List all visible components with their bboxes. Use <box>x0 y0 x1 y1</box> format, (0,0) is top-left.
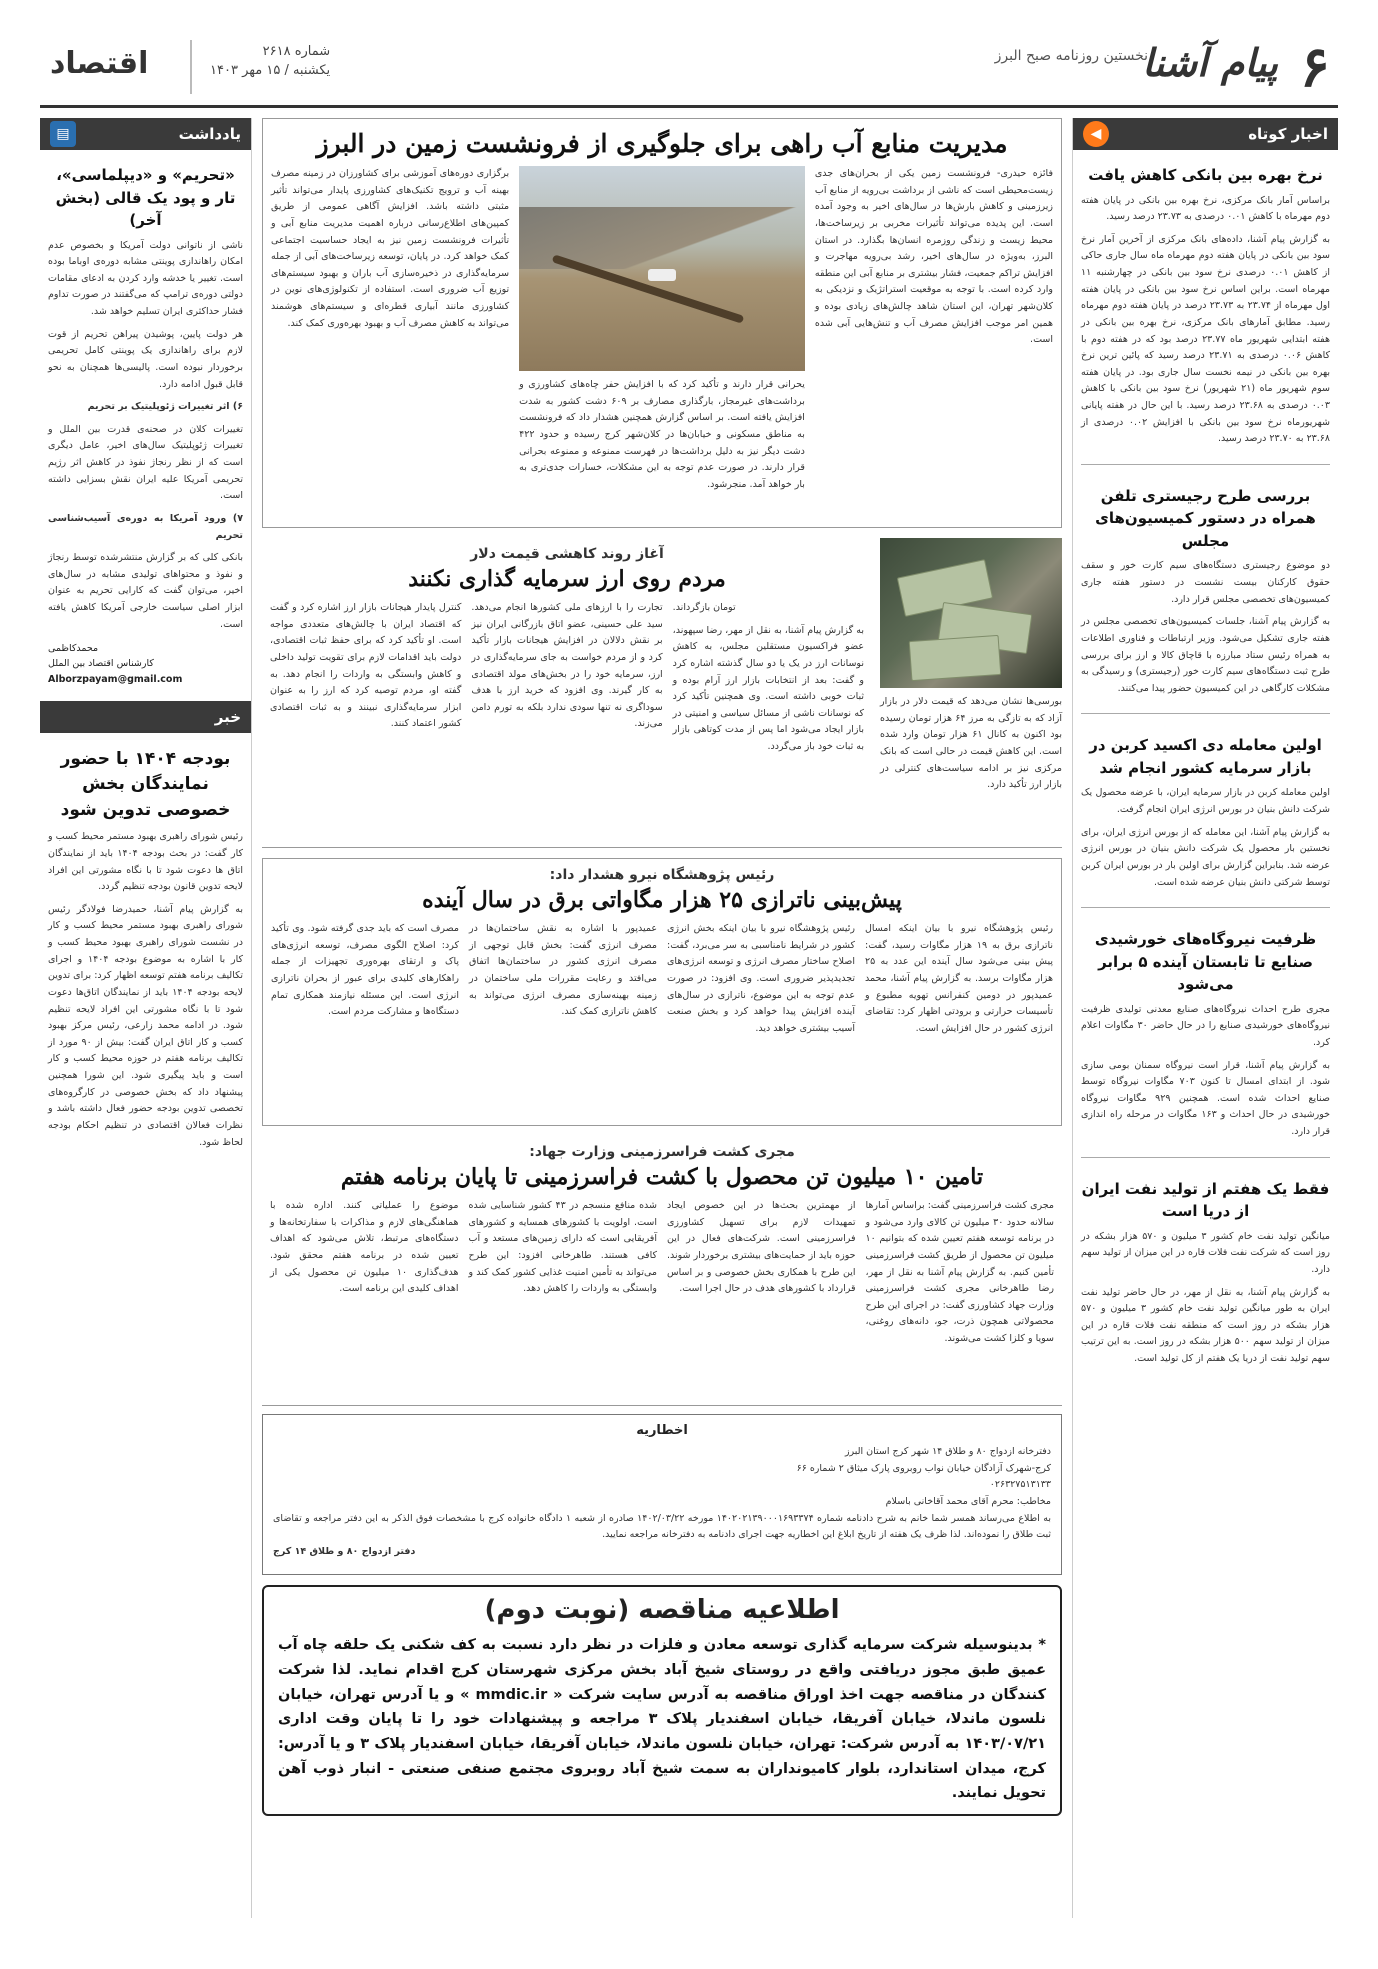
dollar-story-col: به گزارش پیام آشنا، به نقل از مهر، رضا سپهوند، عضو فراکسیون مستقلین مجلس، به کاهش نوسانات ارز در یک یا دو سال گذشته اشاره کرد و گفت: بعد از انتخابات بازار ارز آرام بوده و ثبات خوبی داشته است. وی همچنین تأکید کرد که نوسانات ناشی از مسائل سیاسی و امنیتی در بازار ایجاد می‌شود اما پس از مدت کوتاهی بازار به ثبات خود باز می‌گردد. <box>672 624 864 752</box>
short-news-header <box>1073 118 1338 150</box>
main-column <box>262 118 1062 1918</box>
page-number: ۶ <box>1299 34 1330 100</box>
farm-story-col: از مهمترین بحث‌ها در این خصوص ایجاد تمهیدات لازم برای تسهیل کشاورزی فراسرزمینی است. شرکت‌های فعال در این حوزه باید از حمایت‌های بیشتری برخوردار شوند. این طرح با همکاری بخش خصوصی و بر اساس قرارداد با کشورهای هدف در حال اجرا است. <box>667 1200 856 1295</box>
legal-notice <box>262 1414 1062 1575</box>
divider <box>1081 464 1330 465</box>
short-news-item <box>1073 1164 1338 1378</box>
issue-info <box>210 44 330 82</box>
electricity-story <box>262 858 1062 1126</box>
short-news-lead: دو موضوع رجیستری دستگاه‌های سیم کارت خور و سقف حقوق کارکنان بیست نشست در دستور هفته جاری کمیسیون‌های تخصصی مجلس قرار دارد. <box>1081 560 1330 605</box>
issue-date: یکشنبه / ۱۵ مهر ۱۴۰۳ <box>210 63 331 78</box>
news-body: به گزارش پیام آشنا، حمیدرضا فولادگر رئیس شورای راهبری بهبود مستمر محیط کسب و کار در نشست شورای راهبری بهبود محیط کسب و کار با اشاره به موضوع بودجه ۱۴۰۴ و اجرای تکالیف برنامه هفتم توسعه اظهار کرد: برای تدوین لایحه بودجه ۱۴۰۴ باید از نمایندگان اتاق‌ها دعوت شود تا با نگاه مشورتی این افراد لایحه تنظیم شود. در ادامه محمد زارعی، رئیس مرکز بهبود کسب و کار اتاق ایران گفت: بیش از ۹۰ مورد از تکالیف برنامه هفتم در حوزه محیط کسب و کار است و باید پیگیری شود. این شورا همچنین پیشنهاد داد که بخش خصوصی در کارگروه‌های تخصصی تدوین بودجه حضور فعال داشته باشد و نظرات فعالان اقتصادی در تنظیم احکام بودجه لحاظ شود. <box>48 903 243 1148</box>
legal-notice-line: مخاطب: محرم آقای محمد آقاخانی باسلام <box>885 1495 1051 1507</box>
dollar-story-kicker: آغاز روند کاهشی قیمت دلار <box>470 546 664 562</box>
short-news-body: به گزارش پیام آشنا، داده‌های بانک مرکزی از آخرین آمار نرخ سود بین بانکی در پایان هفته دوم مهرماه ماه سال جاری حاکی از کاهش ۰.۰۱ درصدی نرخ سود بین بانکی در چهارشنبه ۱۱ مهرماه است. براین اساس نرخ سود بین بانکی در پایان هفته اول مهرماه از ۲۳.۷۴ به ۲۳.۷۳ درصد در پایان هفته دوم مهرماه رسید. مطابق آمارهای بانک مرکزی، نرخ بهره بین بانکی در هفته ابتدایی شهریور ماه ۲۳.۷۷ درصد بود که در هفته دوم با کاهش ۰.۰۶ درصدی به ۲۳.۷۱ درصد رسید که پائین ترین نرخ بهره بین بانکی در نیمه نخست سال جاری بود. در پایان هفته سوم شهریور ماه (۲۱ شهریور) نرخ سود بین بانکی با کاهش ۰.۰۳ درصدی به ۲۳.۶۸ درصد رسید. با این حال در هفته پایانی شهریورماه نرخ سود بین بانکی با افزایش ۰.۰۲ درصدی از ۲۳.۶۸ به ۲۳.۷۰ درصد رسید. <box>1081 233 1331 445</box>
masthead <box>40 30 1338 108</box>
megaphone-icon: ◀ <box>1083 121 1109 147</box>
short-news-item <box>1073 914 1338 1151</box>
legal-notice-body: به اطلاع می‌رساند همسر شما خانم به شرح دادنامه شماره ۱۴۰۲۰۲۱۳۹۰۰۰۱۶۹۳۳۷۴ مورخه ۱۴۰۲/۰۳/۲۲ صادره از شعبه ۱ دادگاه خانواده کرج با مشخصات فوق الذکر به این دفتر مراجعه و تقاضای ثبت طلاق را نموده‌اند. لذا ظرف یک هفته از تاریخ ابلاغ این اخطاریه جهت اجرای دادنامه به دفترخانه مراجعه نمایید. <box>273 1512 1052 1541</box>
opinion-column <box>40 118 252 1918</box>
short-news-body: به گزارش پیام آشنا، جلسات کمیسیون‌های تخصصی مجلس در هفته جاری تشکیل می‌شود. وزیر ارتباطات و فناوری اطلاعات به همراه رئیس ستاد مبارزه با قاچاق کالا و ارز برای بررسی طرح ثبت دستگاه‌های سیم کارت خور (رجیستری) و رسیدگی به مشکلات کارگاهی در این کمیسیون حضور پیدا می‌کنند. <box>1081 616 1330 694</box>
author-block <box>48 641 243 687</box>
short-news-lead: براساس آمار بانک مرکزی، نرخ بهره بین بانکی در پایان هفته دوم مهرماه با کاهش ۰.۰۱ درصدی به ۲۳.۷۳ درصد رسید. <box>1081 194 1330 223</box>
electricity-story-col: مصرف است که باید جدی گرفته شود. وی تأکید کرد: اصلاح الگوی مصرف، توسعه انرژی‌های پاک و ارتقای بهره‌وری تجهیزات از جمله راهکارهای کلیدی برای عبور از بحران ناترازی انرژی است. این مسئله نیازمند همکاری تمام دستگاه‌ها و مشارکت مردم است. <box>271 923 459 1018</box>
opinion-paragraph: هر دولت پایین، پوشیدن پیراهن تحریم از قوت لازم برای راهاندازی یک پوینتی کامل تحریمی برخوردار نبوده است. پالیسی‌ها همچنان به نحو قابل قبول ادامه دارد. <box>48 328 243 390</box>
divider <box>1081 1157 1330 1158</box>
author-role: کارشناس اقتصاد بین الملل <box>48 658 154 670</box>
lead-story-col: یحرانی قرار دارند و تأکید کرد که با افزایش حفر چاه‌های کشاورزی و برداشت‌های غیرمجاز، بارگذاری مصارف بر ۶۰۹ دشت کشور به شدت افزایش یافته است. بر اساس گزارش همچنین هشدار داد که فرونشست به مناطق مسکونی و خیابان‌ها در کلان‌شهر کرج رسیده و حدود ۴۲۲ دشت دیگر نیز به دلیل برداشت‌ها در فهرست ممنوعه و ممنوعه بحرانی قرار دارند. در صورت عدم توجه به این مشکلات، خسارات جدی‌تری به بار خواهد آمد. منجرشود. <box>519 379 805 490</box>
dollar-story <box>262 538 1062 848</box>
dollar-story-col: بورسی‌ها نشان می‌دهد که قیمت دلار در بازار آزاد که به تازگی به مرز ۶۴ هزار تومان رسیده بود اکنون به کانال ۶۱ هزار تومان وارد شده است. این کاهش قیمت در حالی است که بانک مرکزی نیز بر ادامه سیاست‌های کنترلی در بازار ارز تأکید دارد. <box>880 696 1062 791</box>
issue-number: شماره ۲۶۱۸ <box>262 44 331 59</box>
section-name: اقتصاد <box>50 46 149 81</box>
short-news-title: فقط یک هفتم از تولید نفت ایران از دریا است <box>1081 1179 1330 1221</box>
photo-caption: تومان بازگرداند. <box>672 602 736 613</box>
short-news-label: اخبار کوتاه <box>1248 125 1328 143</box>
tender-notice <box>262 1585 1062 1815</box>
legal-notice-line: دفترخانه ازدواج ۸۰ و طلاق ۱۴ شهر کرج استان البرز <box>844 1446 1051 1457</box>
short-news-lead: اولین معامله کربن در بازار سرمایه ایران، با عرضه محصول یک شرکت دانش بنیان در بورس انرژی ایران انجام گرفت. <box>1081 787 1330 815</box>
short-news-column <box>1072 118 1338 1918</box>
short-news-title: ظرفیت نیروگاه‌های خورشیدی صنایع تا تابستان آینده ۵ برابر می‌شود <box>1094 930 1317 994</box>
masthead-divider <box>190 40 192 94</box>
tagline: نخستین روزنامه صبح البرز <box>994 48 1148 64</box>
lead-story-col: فائزه حیدری- فرونشست زمین یکی از بحران‌های جدی زیست‌محیطی است که ناشی از برداشت بی‌رویه از منابع آب زیرزمینی و کاهش بارش‌ها در سال‌های اخیر به وجود آمده است. این پدیده می‌تواند تأثیرات مخربی بر زیرساخت‌ها، محیط زیست و زندگی روزمره انسان‌ها بگذارد. در استان البرز، به‌ویژه در سال‌های اخیر، رشد بی‌رویه مهاجرت و افزایش تراکم جمعیت، فشار بیشتری بر منابع آبی این منطقه وارد کرده است. با توجه به موقعیت استراتژیک و نزدیکی به کلان‌شهر تهران، این استان شاهد چالش‌های زیادی بوده و همین امر موجب افزایش مصرف آب و تنش‌هایی آبی شده است. <box>814 168 1053 346</box>
electricity-story-col: عمیدپور با اشاره به نقش ساختمان‌ها در مصرف انرژی گفت: بخش قابل توجهی از مصرف انرژی کشور در ساختمان‌ها اتفاق می‌افتد و رعایت مقررات ملی ساختمان در زمینه بهینه‌سازی مصرف انرژی می‌تواند به کاهش ناترازی کمک کند. <box>469 923 657 1018</box>
legal-notice-signature: دفتر ازدواج ۸۰ و طلاق ۱۴ کرج <box>273 1545 416 1557</box>
news-article <box>40 733 251 1161</box>
farm-story-title: تامین ۱۰ میلیون تن محصول با کشت فراسرزمینی تا پایان برنامه هفتم <box>340 1164 984 1190</box>
author-name: محمدکاظمی <box>48 643 99 655</box>
news-header <box>40 701 251 733</box>
short-news-item <box>1073 471 1338 708</box>
farm-story-kicker: مجری کشت فراسرزمینی وزارت جهاد: <box>529 1144 795 1160</box>
opinion-subheading: ۷) ورود آمریکا به دوره‌ی آسیب‌شناسی تحریم <box>48 512 243 541</box>
farm-story-col: مجری کشت فراسرزمینی گفت: براساس آمارها سالانه حدود ۳۰ میلیون تن کالای وارد می‌شود و در برنامه توسعه هفتم تعیین شده که بتوانیم ۱۰ میلیون تن محصول از طریق کشت فراسرزمینی تأمین کنیم. به گزارش پیام آشنا به نقل از مهر، رضا طاهرخانی مجری کشت فراسرزمینی وزارت جهاد کشاورزی گفت: در اجرای این طرح محصولاتی همچون ذرت، جو، دانه‌های روغنی، سویا و کلزا کشت می‌شوند. <box>865 1200 1054 1344</box>
short-news-title: نرخ بهره بین بانکی کاهش یافت <box>1088 166 1323 184</box>
dollar-story-col: تجارت را با ارزهای ملی کشورها انجام می‌دهد. سید علی حسینی، عضو اتاق بازرگانی ایران نیز بر نقش دلالان در افزایش هیجانات بازار تأکید کرد و از مردم خواست به جای سرمایه‌گذاری در ارز، سرمایه خود را در بخش‌های مولد اقتصادی به کار گیرند. وی افزود که خرید ارز با هدف سوداگری نه تنها سودی ندارد بلکه به تورم دامن می‌زند. <box>471 602 663 730</box>
electricity-story-col: رئیس پژوهشگاه نیرو با بیان اینکه امسال ناترازی برق به ۱۹ هزار مگاوات رسید، گفت: پیش بینی می‌شود سال آینده این عدد به ۲۵ هزار مگاوات برسد. به گزارش پیام آشنا، محمد عمیدپور در دومین کنفرانس تهویه مطبوع و تأسیسات حرارتی و برودتی اظهار کرد: تقاضای انرژی کشور در حال افزایش است. <box>865 923 1053 1034</box>
dollar-story-title: مردم روی ارز سرمایه گذاری نکنند <box>408 566 726 592</box>
newspaper-logo: پیام آشنا <box>1142 40 1278 85</box>
short-news-title: اولین معامله دی اکسید کربن در بازار سرمایه کشور انجام شد <box>1089 736 1322 777</box>
farm-story-col: موضوع را عملیاتی کنند. اداره شده با هماهنگی‌های لازم و مذاکرات با سفارتخانه‌ها و دستگاه‌های مرتبط، تلاش می‌شود که اهداف تعیین شده در برنامه هفتم محقق شود. هدف‌گذاری ۱۰ میلیون تن محصول یکی از اهداف کلیدی این برنامه است. <box>270 1200 459 1295</box>
notepad-icon: ▤ <box>50 121 76 147</box>
electricity-story-title: پیش‌بینی ناترازی ۲۵ هزار مگاواتی برق در سال آینده <box>422 887 902 913</box>
tender-title: اطلاعیه مناقصه (نوبت دوم) <box>484 1595 840 1626</box>
legal-notice-title: اخطاریه <box>636 1423 688 1438</box>
opinion-paragraph: بانکی کلی که بر گزارش منتشرشده توسط رنجاژ و نفوذ و محتواهای تولیدی مشابه در سال‌های اخیر، می‌توان گفت که کارایی تحریم به عنوان ابزار اصلی سیاست خارجی آمریکا کاهش یافته است. <box>48 552 243 630</box>
legal-notice-line: ۰۲۶۳۲۷۵۱۳۱۳۳ <box>989 1479 1051 1491</box>
short-news-body: به گزارش پیام آشنا، این معامله که از بورس انرژی ایران، برای نخستین بار محصول یک شرکت دانش بنیان در بورس انرژی عرضه شد. بنابراین گزارش برای اولین بار در بورس ایران کربن توسط شرکتی دانش بنیان عرضه شده است. <box>1081 826 1330 888</box>
note-label: یادداشت <box>178 125 241 143</box>
tender-body: * بدینوسیله شرکت سرمایه گذاری توسعه معادن و فلزات در نظر دارد نسبت به کف شکنی یک حلقه چاه آب عمیق طبق مجوز دریافتی واقع در روستای شیخ آباد بخش مرکزی شهرستان کرج اقدام نماید. لذا شرکت کنندگان در مناقصه جهت اخذ اوراق مناقصه به آدرس سایت شرکت « mmdic.ir » و یا آدرس تهران، خیابان نلسون ماندلا، خیابان آفریقا، خیابان اسفندیار پلاک ۳ مراجعه و پیشنهادات خود را تا پایان وقت اداری ۱۴۰۳/۰۷/۲۱ به آدرس شرکت: تهران، خیابان نلسون ماندلا، خیابان آفریقا، خیابان اسفندیار پلاک ۳ و یا آدرس: کرج، میدان استاندارد، بلوار کامیونداران به سمت شیخ آباد روبروی مجتمع صنفی صنعتی - انبار ذوب آهن تحویل نمایند. <box>278 1637 1047 1802</box>
farm-story <box>262 1136 1062 1406</box>
short-news-body: به گزارش پیام آشنا، قرار است نیروگاه سمنان بومی سازی شود. از ابتدای امسال تا کنون ۷۰۳ مگاوات نیروگاه توسط صنایع احداث شده است. همچنین ۹۲۹ مگاوات نیروگاه خورشیدی در حال احداث و ۱۶۳ مگاوات در مرحله راه اندازی قرار دارد. <box>1081 1059 1330 1137</box>
land-subsidence-photo <box>519 166 805 371</box>
short-news-lead: مجری طرح احداث نیروگاه‌های صنایع معدنی تولیدی ظرفیت نیروگاه‌های خورشیدی صنایع را در حال حاضر ۳۰ مگاوات اعلام کرد. <box>1081 1003 1330 1048</box>
divider <box>1081 713 1330 714</box>
opinion-paragraph: تغییرات کلان در صحنه‌ی قدرت بین الملل و تغییرات ژئوپلیتیک سال‌های اخیر، عامل دیگری است که از نظر رنجاژ نفوذ در کاهش اثر رژیم تحریمی آمریکا علیه ایران نقش بسزایی داشته است. <box>48 423 243 502</box>
news-lead: رئیس شورای راهبری بهبود مستمر محیط کسب و کار گفت: در بحث بودجه ۱۴۰۴ باید از نمایندگان اتاق ها دعوت شود تا با نگاه مشورتی این افراد لایحه تدوین قانون بودجه تنظیم گردد. <box>48 831 243 893</box>
short-news-lead: میانگین تولید نفت خام کشور ۳ میلیون و ۵۷۰ هزار بشکه در روز است که شرکت نفت فلات قاره در این میزان از تولید سهم دارد. <box>1081 1230 1330 1275</box>
news-label: خبر <box>214 707 241 726</box>
lead-story-title: مدیریت منابع آب راهی برای جلوگیری از فرونشست زمین در البرز <box>316 129 1008 158</box>
author-email: Alborzpayam@gmail.com <box>48 673 183 685</box>
lead-story-col: برگزاری دوره‌های آموزشی برای کشاورزان در زمینه مصرف بهینه آب و ترویج تکنیک‌های کشاورزی پایدار می‌تواند تأثیر مثبتی داشته باشد. افزایش آگاهی عمومی از طریق کمپین‌های اطلاع‌رسانی درباره اهمیت مدیریت منابع آبی و تأثیرات فرونشست زمین نیز به ایجاد حساسیت اجتماعی کمک خواهد کرد. در پایان، توسعه زیرساخت‌های آبی از جمله سرمایه‌گذاری در ذخیره‌سازی آب باران و بهبود سیستم‌های توزیع آب ضروری است. استفاده از تکنولوژی‌های نوین در کشاورزی مانند آبیاری قطره‌ای و سیستم‌های هوشمند می‌تواند به کاهش مصرف آب و بهبود بهره‌وری کمک کند. <box>271 168 510 329</box>
opinion-paragraph: ناشی از ناتوانی دولت آمریکا و بخصوص عدم امکان راهاندازی پوینتی مشابه دوره‌ی اوباما بوده است. تغییر یا خدشه وارد کردن به ادعای مقامات دولتی دوره‌ی ترامپ که می‌گفتند در صورت تداوم فشار حداکثری ایران تسلیم خواهد شد. <box>48 239 243 317</box>
short-news-title: بررسی طرح رجیستری تلفن همراه در دستور کمیسیون‌های مجلس <box>1095 486 1316 550</box>
dollar-story-col: کنترل پایدار هیجانات بازار ارز اشاره کرد و گفت که اقتصاد ایران با چالش‌های متعددی مواجه است. او تأکید کرد که برای حفظ ثبات اقتصادی، دولت باید اقدامات لازم برای تقویت تولید داخلی و کاهش وابستگی به واردات را انجام دهد. به گفته او، مردم توصیه کرد که ارز را به عنوان ابزار سرمایه‌گذاری نبینند و به ثبات اقتصادی کشور اعتماد کنند. <box>270 602 462 730</box>
electricity-story-col: رئیس پژوهشگاه نیرو با بیان اینکه بخش انرژی کشور در شرایط نامناسبی به سر می‌برد، گفت: اصلاح ساختار مصرف انرژی و توسعه انرژی‌های تجدیدپذیر ضروری است. وی افزود: در صورت عدم توجه به این موضوع، ناترازی در سال‌های آینده افزایش پیدا خواهد کرد و بخش صنعت آسیب بیشتری خواهد دید. <box>667 923 855 1034</box>
electricity-story-kicker: رئیس پژوهشگاه نیرو هشدار داد: <box>549 867 775 883</box>
dollar-photo <box>880 538 1062 688</box>
farm-story-col: شده منافع منسجم در ۴۳ کشور شناسایی شده است. اولویت با کشورهای همسایه و کشورهای آفریقایی است که دارای زمین‌های مستعد و آب کافی هستند. طاهرخانی افزود: این طرح می‌تواند به تأمین امنیت غذایی کشور کمک کند و وابستگی به واردات را کاهش دهد. <box>468 1200 657 1295</box>
opinion-article <box>40 150 251 691</box>
short-news-body: به گزارش پیام آشنا، به نقل از مهر، در حال حاضر تولید نفت ایران به طور میانگین تولید نفت خام کشور ۳ میلیون و ۵۷۰ هزار بشکه در روز است که منطقه نفت فلات قاره در این میزان از تولید سهم ۵۰۰ هزار بشکه در روز است. به این ترتیب سهم تولید نفت از دریا یک هفتم از کل تولید است. <box>1081 1286 1331 1364</box>
news-title: بودجه ۱۴۰۴ با حضور نمایندگان بخش خصوصی تدوین شود <box>60 748 231 820</box>
lead-story <box>262 118 1062 528</box>
divider <box>1081 907 1330 908</box>
note-header <box>40 118 251 150</box>
short-news-item <box>1073 150 1338 458</box>
short-news-item <box>1073 720 1338 901</box>
opinion-subheading: ۶) اثر تغییرات ژئوپلیتیک بر تحریم <box>87 401 243 413</box>
legal-notice-line: کرج-شهرک آزادگان خیابان نواب روبروی پارک میثاق ۲ شماره ۶۶ <box>796 1462 1051 1474</box>
opinion-title: «تحریم» و «دیپلماسی»، تار و پود یک قالی (بخش آخر) <box>55 166 236 229</box>
